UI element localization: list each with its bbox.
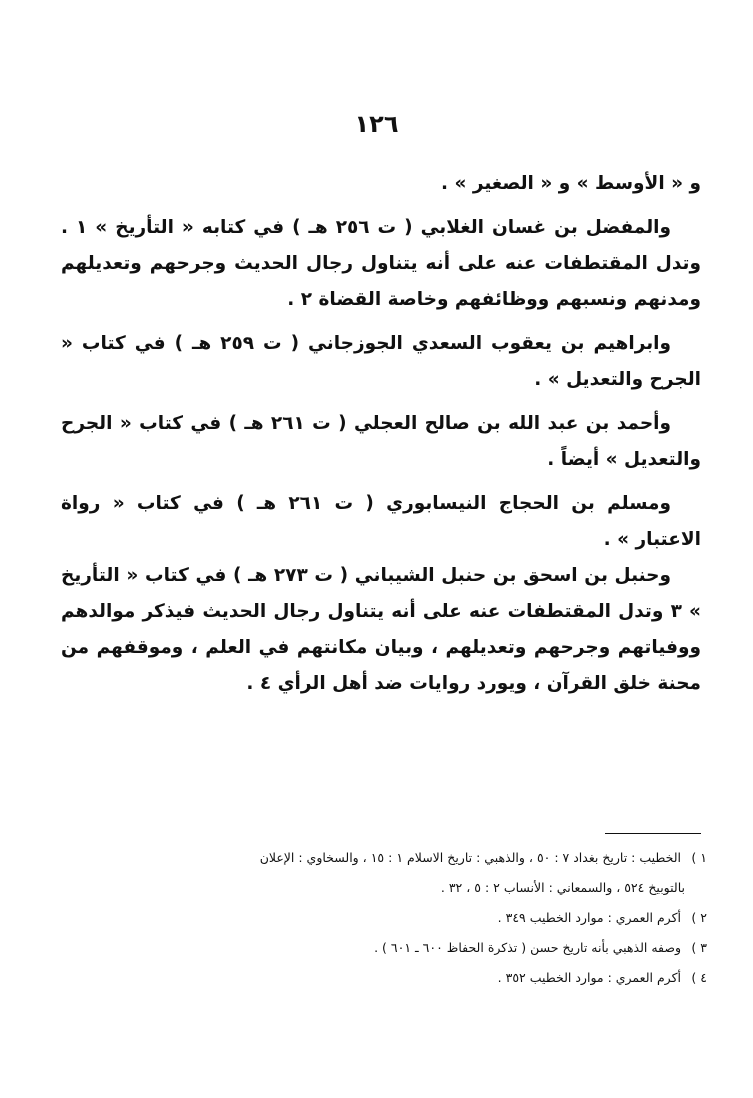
footnote-number: ٣ ) [691, 940, 707, 955]
paragraph: وأحمد بن عبد الله بن صالح العجلي ( ت ٢٦١ هـ ) في كتاب « الجرح والتعديل » أيضاً . [61, 413, 701, 470]
paragraph: وابراهيم بن يعقوب السعدي الجوزجاني ( ت ٢٥٩ هـ ) في كتاب « الجرح والتعديل » . [61, 333, 701, 390]
footnote [57, 963, 707, 993]
footnote-text: أكرم العمري : موارد الخطيب ٣٤٩ . [497, 910, 682, 925]
paragraph: وحنبل بن اسحق بن حنبل الشيباني ( ت ٢٧٣ هـ ) في كتاب « التأريخ » ٣ وتدل المقتطفات عنه على أنه يتناول رجال الحديث فيذكر موالدهم ووفياتهم وجرحهم وتعديلهم ، وبيان مكانتهم في العلم ، وموقفهم من محنة خلق القرآن ، ويورد روايات ضد أهل الرأي ٤ . [61, 565, 701, 694]
footnote-text: أكرم العمري : موارد الخطيب ٣٥٢ . [497, 970, 682, 985]
footnote [57, 933, 707, 963]
footnotes [57, 843, 707, 993]
footnote-number: ٢ ) [691, 910, 707, 925]
footnote-text: الخطيب : تاريخ بغداد ٧ : ٥٠ ، والذهبي : تاريخ الاسلام ١ : ١٥ ، والسخاوي : الإعلان [259, 850, 682, 865]
footnote-separator [605, 833, 701, 834]
main-text [61, 166, 701, 702]
footnote-text: وصفه الذهبي بأنه تاريخ حسن ( تذكرة الحفاظ ٦٠٠ ـ ٦٠١ ) . [374, 940, 682, 955]
paragraph: و « الأوسط » و « الصغير » . [441, 173, 701, 194]
footnote-number: ٤ ) [691, 970, 707, 985]
page-number: ١٢٦ [354, 110, 399, 138]
paragraph: والمفضل بن غسان الغلابي ( ت ٢٥٦ هـ ) في كتابه « التأريخ » ١ . وتدل المقتطفات عنه على أنه يتناول رجال الحديث وجرحهم وتعديلهم ومدنهم ونسبهم ووظائفهم وخاصة القضاة ٢ . [61, 217, 701, 310]
footnote [57, 903, 707, 933]
footnote [57, 843, 707, 873]
footnote-number: ١ ) [691, 850, 707, 865]
footnote-continuation: بالتوبيخ ٥٢٤ ، والسمعاني : الأنساب ٢ : ٥ ، ٣٢ . [440, 880, 685, 895]
paragraph: ومسلم بن الحجاج النيسابوري ( ت ٢٦١ هـ ) في كتاب « رواة الاعتبار » . [61, 493, 701, 550]
